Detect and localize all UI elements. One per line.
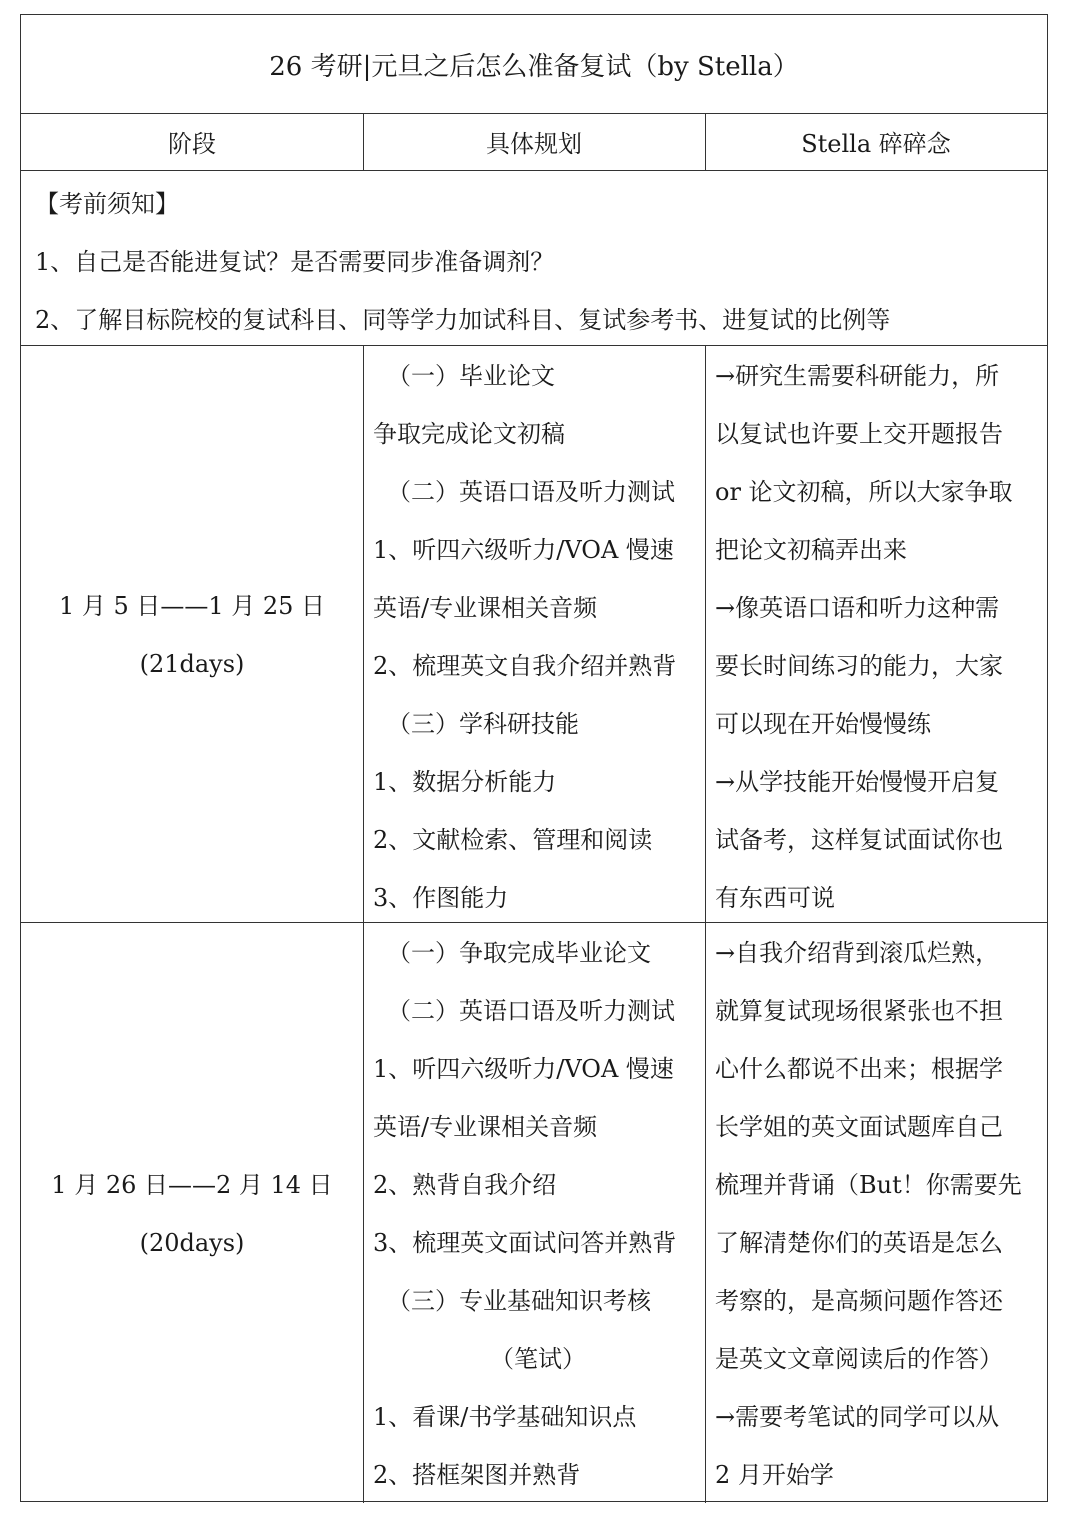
stage-days: (20days) [139,1229,245,1257]
note-line: 了解清楚你们的英语是怎么 [715,1229,1003,1257]
plan-line: 英语/专业课相关音频 [373,594,598,622]
plan-line: （笔试） [490,1345,586,1373]
note-line: 试备考，这样复试面试你也 [715,826,1003,854]
note-line: 以复试也许要上交开题报告 [715,420,1003,448]
notes-cell-2 [715,924,1045,1504]
stage-cell-2 [21,1156,363,1272]
plan-cell-2 [373,924,703,1504]
note-line: 就算复试现场很紧张也不担 [715,997,1003,1025]
plan-line: 1、数据分析能力 [373,768,557,796]
header-stage: 阶段 [168,130,216,158]
note-line: 考察的，是高频问题作答还 [715,1287,1003,1315]
notes-cell-1 [715,347,1045,927]
note-line: →自我介绍背到滚瓜烂熟， [715,939,1000,967]
note-line: 有东西可说 [715,884,835,912]
header-plan: 具体规划 [486,130,582,158]
plan-line: 2、熟背自我介绍 [373,1171,557,1199]
plan-line: （三）学科研技能 [387,710,579,738]
plan-line: 1、看课/书学基础知识点 [373,1403,637,1431]
plan-line: 3、作图能力 [373,884,509,912]
stage-cell-1 [21,577,363,693]
stage-dates: 1 月 26 日——2 月 14 日 [51,1171,333,1199]
note-line: 可以现在开始慢慢练 [715,710,931,738]
plan-line: 1、听四六级听力/VOA 慢速 [373,1055,674,1083]
divider [363,345,364,1503]
note-line: →研究生需要科研能力，所 [715,362,1000,390]
plan-line: 2、梳理英文自我介绍并熟背 [373,652,677,680]
plan-line: 1、听四六级听力/VOA 慢速 [373,536,674,564]
stage-dates: 1 月 5 日——1 月 25 日 [58,592,326,620]
page-title: 26 考研|元旦之后怎么准备复试（by Stella） [269,51,799,82]
plan-line: （三）专业基础知识考核 [387,1287,651,1315]
note-line: 梳理并背诵（But！你需要先 [715,1171,1022,1199]
notice-section [35,175,1035,349]
plan-cell-1 [373,347,703,927]
notice-item: 1、自己是否能进复试？是否需要同步准备调剂？ [35,248,555,276]
plan-line: 2、搭框架图并熟背 [373,1461,581,1489]
note-line: 心什么都说不出来；根据学 [715,1055,1003,1083]
divider [21,170,1047,171]
plan-line: （一）争取完成毕业论文 [387,939,651,967]
note-line: or 论文初稿，所以大家争取 [715,478,1013,506]
header-notes: Stella 碎碎念 [801,130,951,158]
note-line: 2 月开始学 [715,1461,834,1489]
note-line: 是英文文章阅读后的作答） [715,1345,1003,1373]
plan-line: （二）英语口语及听力测试 [387,997,675,1025]
plan-line: 3、梳理英文面试问答并熟背 [373,1229,677,1257]
note-line: 要长时间练习的能力，大家 [715,652,1003,680]
plan-line: 英语/专业课相关音频 [373,1113,598,1141]
divider [705,345,706,1503]
note-line: 长学姐的英文面试题库自己 [715,1113,1003,1141]
stage-days: (21days) [139,650,245,678]
plan-line: （一）毕业论文 [387,362,555,390]
note-line: →需要考笔试的同学可以从 [715,1403,1000,1431]
plan-line: （二）英语口语及听力测试 [387,478,675,506]
plan-line: 争取完成论文初稿 [373,420,565,448]
notice-item: 2、了解目标院校的复试科目、同等学力加试科目、复试参考书、进复试的比例等 [35,306,891,334]
note-line: →像英语口语和听力这种需 [715,594,1000,622]
note-line: →从学技能开始慢慢开启复 [715,768,1000,796]
plan-line: 2、文献检索、管理和阅读 [373,826,653,854]
plan-table [20,14,1048,1502]
note-line: 把论文初稿弄出来 [715,536,907,564]
notice-heading: 【考前须知】 [35,190,179,218]
